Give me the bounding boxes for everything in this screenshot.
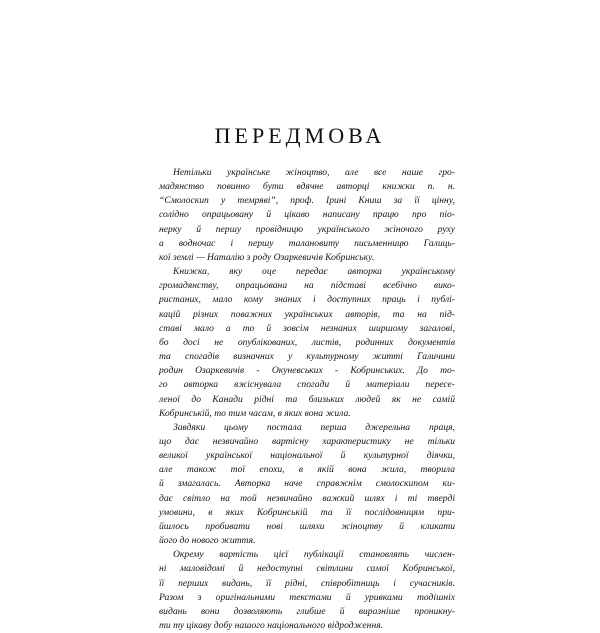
text-line: родин Озаркевичів - Окуневських - Кобринських. До то- <box>159 365 455 377</box>
text-line: його до нового життя. <box>159 535 256 547</box>
text-line: Завдяки цьому постала перша джерельна праця, <box>173 421 455 433</box>
text-line: ристаних, мало кому знаних і доступних праць і публі- <box>159 294 455 306</box>
text-line: її перших видань, її рідні, співробітниць і сучасників. <box>159 577 455 589</box>
text-line: громадянству, опрацьована на підставі всебічно вико- <box>159 280 455 292</box>
text-line: й змагалась. Авторка наче справжнім смолоскипом ки- <box>159 478 455 490</box>
text-line: Книжка, яку оце передає авторка українському <box>173 266 455 278</box>
paragraph <box>159 166 455 265</box>
text-line: дає світло на той незвичайно важкий шлях і ті тверді <box>159 492 455 504</box>
text-line: видань вони дозволяють глибше й виразніше проникну- <box>159 605 455 617</box>
text-line: а водночас і першу талановиту письменницю Галиць- <box>159 237 455 249</box>
text-line: ставі мало а то й зовсім незнаних ширшому загалові, <box>159 322 455 334</box>
text-line: ти ту цікаву добу нашого національного відродження. <box>159 620 384 631</box>
text-line: солідно опрацьовану й цікаво написану працю про пio- <box>159 209 455 221</box>
text-line: мадянство повинно бути вдячне авторці книжки п. н. <box>159 181 455 193</box>
text-line: що дає незвичайно вартісну характеристику не тільки <box>159 435 455 447</box>
text-line: го авторка вжіснувала спогади й матеріали пересе- <box>159 379 455 391</box>
paragraph <box>159 421 455 548</box>
paragraph <box>159 265 455 421</box>
text-line: “Смолоскип у темряві”, проф. Ірині Книш за її цінну, <box>159 195 455 207</box>
text-line: нерку й першу провідницю українського жіночого руху <box>159 223 455 235</box>
text-line: Нетільки українське жіноцтво, але все наше гро- <box>173 167 455 178</box>
paragraph <box>159 548 455 633</box>
text-line: бо досі не опублікованих, листів, родинних документів <box>159 336 455 348</box>
text-line: Кобринській, то тим часам, в яких вона жила. <box>159 407 351 419</box>
text-line: Окрему вартість цієї публікації становлять числен- <box>173 549 455 561</box>
text-line: великої української національної й культурної діячки, <box>159 450 455 462</box>
text-line: йшлось пробивати нові шляхи жіноцтву й кликати <box>159 520 455 532</box>
text-line: Разом з оригінальними текстами й уривками тодішніх <box>159 591 455 603</box>
text-line: леної до Канади рідні та близьких людей як не самій <box>159 393 455 405</box>
page-title: ПЕРЕДМОВА <box>214 123 386 148</box>
text-line: та спогадів визначних у культурному житті Галичини <box>159 351 455 363</box>
text-line: кої землі — Наталію з роду Озаркевичів Кобринську. <box>159 251 375 263</box>
text-line: але також тої епохи, в якій вона жила, творила <box>159 464 455 476</box>
preface-text <box>159 166 455 633</box>
text-line: ні маловідомі й недоступні світлини самої Кобринської, <box>159 563 455 575</box>
text-line: кацій різних поважних українських авторів, та на під- <box>159 308 455 320</box>
text-line: умовини, в яких Кобринській та її послідовницям при- <box>159 506 455 518</box>
